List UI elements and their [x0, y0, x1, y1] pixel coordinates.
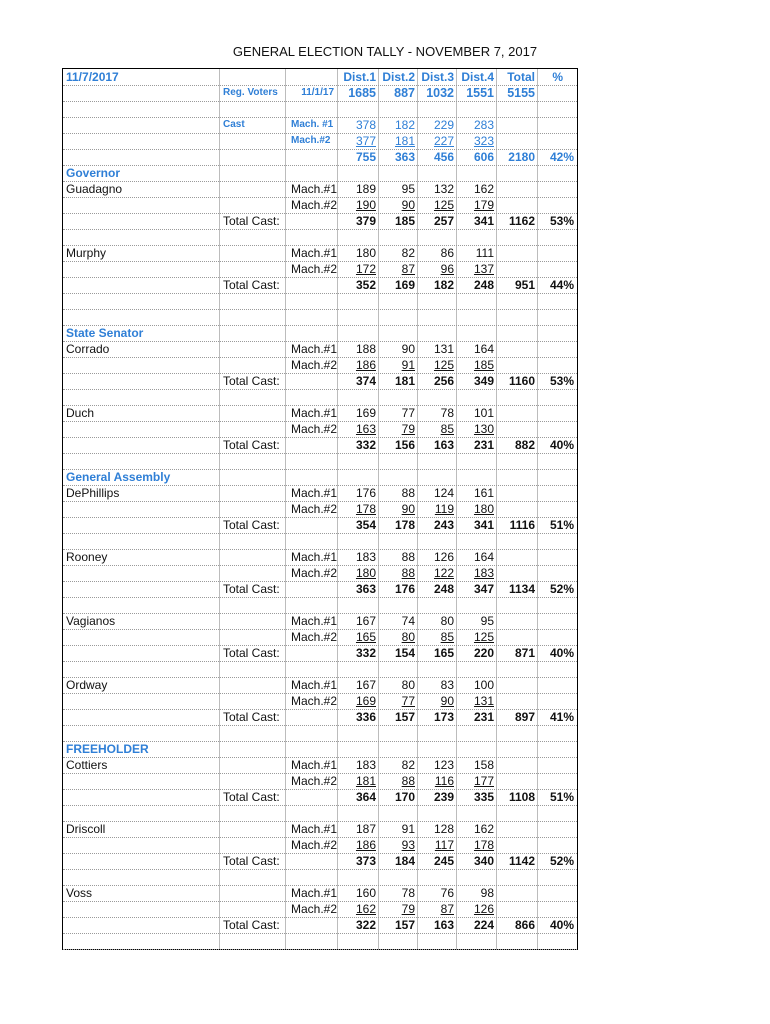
- mach2-label: Mach.#2: [291, 135, 331, 146]
- mach1-label: Mach.#1: [291, 182, 338, 196]
- vote-count: 180: [355, 246, 376, 260]
- total-count: 245: [433, 854, 454, 868]
- cast-value: 227: [433, 134, 454, 148]
- vote-count: 164: [473, 550, 494, 564]
- mach1-label: Mach.#1: [291, 406, 338, 420]
- vote-count: 186: [355, 358, 376, 372]
- vote-count: 181: [355, 774, 376, 788]
- candidate-total-row: [63, 437, 577, 453]
- total-count: 181: [394, 374, 415, 388]
- grand-total: 1108: [508, 790, 535, 804]
- section-title: General Assembly: [66, 470, 171, 484]
- total-count: 379: [355, 214, 376, 228]
- vote-count: 101: [473, 406, 494, 420]
- total-count: 341: [473, 214, 494, 228]
- total-count: 364: [355, 790, 376, 804]
- vote-count: 169: [355, 406, 376, 420]
- candidate-total-row: [63, 853, 577, 869]
- candidate-mach2-row: [63, 901, 577, 917]
- vote-count: 82: [401, 758, 415, 772]
- total-count: 224: [473, 918, 494, 932]
- section-header-row: [63, 469, 577, 485]
- vote-count: 88: [401, 774, 415, 788]
- vote-count: 164: [473, 342, 494, 356]
- reg-voters-label: Reg. Voters: [223, 87, 278, 98]
- total-count: 231: [473, 710, 494, 724]
- vote-count: 90: [401, 502, 415, 516]
- candidate-name: DePhillips: [66, 486, 120, 500]
- percent: 51%: [549, 518, 574, 532]
- cast-value: 229: [433, 118, 454, 132]
- grand-total: 1116: [509, 518, 535, 532]
- vote-count: 77: [401, 694, 415, 708]
- vote-count: 189: [355, 182, 376, 196]
- candidate-mach2-row: [63, 261, 577, 277]
- candidate-mach2-row: [63, 773, 577, 789]
- grand-total: 866: [514, 918, 535, 932]
- vote-count: 93: [401, 838, 415, 852]
- candidate-name: Corrado: [66, 342, 110, 356]
- vote-count: 185: [473, 358, 494, 372]
- total-count: 157: [394, 710, 415, 724]
- candidate-name: Cottiers: [66, 758, 108, 772]
- vote-count: 125: [433, 198, 454, 212]
- cast-label: Cast: [223, 119, 245, 130]
- cast-total: 2180: [508, 150, 535, 164]
- vote-count: 119: [434, 502, 454, 516]
- candidate-mach2-row: [63, 501, 577, 517]
- vote-count: 78: [401, 886, 415, 900]
- column-header: Dist.1: [343, 70, 376, 84]
- vote-count: 176: [355, 486, 376, 500]
- total-count: 373: [355, 854, 376, 868]
- vote-count: 100: [473, 678, 494, 692]
- reg-date: 11/1/17: [301, 87, 334, 98]
- vote-count: 183: [473, 566, 494, 580]
- vote-count: 87: [440, 902, 454, 916]
- column-header: Dist.4: [461, 70, 494, 84]
- candidate-name: Ordway: [66, 678, 108, 692]
- total-count: 239: [433, 790, 454, 804]
- total-count: 257: [433, 214, 454, 228]
- vote-count: 122: [433, 566, 454, 580]
- candidate-total-row: [63, 645, 577, 661]
- candidate-mach2-row: [63, 629, 577, 645]
- total-count: 185: [394, 214, 415, 228]
- grand-total: 871: [514, 646, 535, 660]
- percent: 40%: [549, 646, 574, 660]
- vote-count: 178: [473, 838, 494, 852]
- vote-count: 188: [355, 342, 376, 356]
- mach2-label: Mach.#2: [291, 838, 338, 852]
- grand-total: 1134: [508, 582, 535, 596]
- mach2-label: Mach.#2: [291, 422, 338, 436]
- vote-count: 91: [401, 358, 415, 372]
- cast-value: 182: [394, 118, 415, 132]
- candidate-mach1-row: [63, 405, 577, 421]
- vote-count: 137: [473, 262, 494, 276]
- total-count: 165: [433, 646, 454, 660]
- vote-count: 80: [440, 614, 454, 628]
- vote-count: 78: [440, 406, 454, 420]
- total-count: 363: [355, 582, 376, 596]
- total-count: 163: [433, 438, 454, 452]
- total-count: 231: [473, 438, 494, 452]
- vote-count: 125: [473, 630, 494, 644]
- blank-row: [63, 101, 577, 117]
- cast-mach2-row: [63, 133, 577, 149]
- blank-row: [63, 805, 577, 821]
- cast-total: 42%: [549, 150, 574, 164]
- blank-row: [63, 293, 577, 309]
- total-cast-label: Total Cast:: [223, 438, 280, 452]
- mach1-label: Mach.#1: [291, 758, 338, 772]
- vote-count: 87: [401, 262, 415, 276]
- vote-count: 85: [440, 630, 454, 644]
- candidate-mach1-row: [63, 677, 577, 693]
- vote-count: 124: [433, 486, 454, 500]
- mach2-label: Mach.#2: [291, 198, 338, 212]
- vote-count: 179: [473, 198, 494, 212]
- percent: 52%: [549, 582, 574, 596]
- candidate-mach1-row: [63, 821, 577, 837]
- candidate-total-row: [63, 517, 577, 533]
- total-count: 349: [473, 374, 494, 388]
- total-count: 248: [433, 582, 454, 596]
- section-title: Governor: [66, 166, 121, 180]
- percent: 44%: [549, 278, 574, 292]
- vote-count: 91: [401, 822, 415, 836]
- candidate-total-row: [63, 581, 577, 597]
- vote-count: 117: [434, 838, 454, 852]
- candidate-mach1-row: [63, 549, 577, 565]
- cast-total: 755: [355, 150, 376, 164]
- vote-count: 88: [401, 486, 415, 500]
- percent: 40%: [549, 438, 574, 452]
- section-header-row: [63, 165, 577, 181]
- column-header: Dist.2: [382, 70, 415, 84]
- vote-count: 116: [434, 774, 454, 788]
- tally-sheet: [62, 68, 578, 950]
- total-cast-label: Total Cast:: [223, 278, 280, 292]
- candidate-total-row: [63, 373, 577, 389]
- total-count: 178: [394, 518, 415, 532]
- vote-count: 187: [355, 822, 376, 836]
- total-count: 169: [394, 278, 415, 292]
- total-count: 322: [355, 918, 376, 932]
- cast-total-row: [63, 149, 577, 165]
- cast-total: 363: [394, 150, 415, 164]
- vote-count: 95: [401, 182, 415, 196]
- vote-count: 90: [401, 198, 415, 212]
- total-count: 182: [433, 278, 454, 292]
- page-title: GENERAL ELECTION TALLY - NOVEMBER 7, 2017: [232, 44, 538, 59]
- vote-count: 183: [355, 758, 376, 772]
- candidate-total-row: [63, 277, 577, 293]
- vote-count: 167: [355, 678, 376, 692]
- vote-count: 131: [433, 342, 454, 356]
- vote-count: 190: [355, 198, 376, 212]
- total-cast-label: Total Cast:: [223, 646, 280, 660]
- grand-total: 1162: [508, 214, 535, 228]
- percent: 53%: [549, 214, 574, 228]
- vote-count: 186: [355, 838, 376, 852]
- total-cast-label: Total Cast:: [223, 582, 280, 596]
- vote-count: 77: [401, 406, 415, 420]
- total-count: 154: [394, 646, 415, 660]
- candidate-mach1-row: [63, 757, 577, 773]
- total-count: 173: [433, 710, 454, 724]
- mach1-label: Mach.#1: [291, 886, 338, 900]
- candidate-mach2-row: [63, 197, 577, 213]
- blank-row: [63, 309, 577, 325]
- candidate-mach2-row: [63, 837, 577, 853]
- candidate-mach2-row: [63, 565, 577, 581]
- date-label: 11/7/2017: [66, 70, 119, 84]
- vote-count: 162: [473, 182, 494, 196]
- total-count: 184: [394, 854, 415, 868]
- vote-count: 82: [401, 246, 415, 260]
- total-cast-label: Total Cast:: [223, 854, 280, 868]
- total-count: 354: [355, 518, 376, 532]
- vote-count: 160: [355, 886, 376, 900]
- vote-count: 79: [401, 902, 415, 916]
- total-count: 374: [355, 374, 376, 388]
- blank-row: [63, 661, 577, 677]
- vote-count: 126: [473, 902, 494, 916]
- cast-value: 323: [473, 134, 494, 148]
- total-cast-label: Total Cast:: [223, 918, 280, 932]
- candidate-total-row: [63, 789, 577, 805]
- percent: 40%: [549, 918, 574, 932]
- cast-value: 283: [473, 118, 494, 132]
- section-title: State Senator: [66, 326, 144, 340]
- vote-count: 130: [473, 422, 494, 436]
- total-count: 170: [394, 790, 415, 804]
- vote-count: 131: [473, 694, 494, 708]
- total-count: 156: [394, 438, 415, 452]
- total-count: 176: [394, 582, 415, 596]
- vote-count: 80: [401, 630, 415, 644]
- section-header-row: [63, 325, 577, 341]
- candidate-total-row: [63, 709, 577, 725]
- mach1-label: Mach.#1: [291, 342, 338, 356]
- vote-count: 128: [433, 822, 454, 836]
- reg-voters-value: 1551: [466, 86, 494, 100]
- vote-count: 183: [355, 550, 376, 564]
- mach2-label: Mach.#2: [291, 262, 338, 276]
- mach2-label: Mach.#2: [291, 566, 338, 580]
- candidate-mach1-row: [63, 885, 577, 901]
- vote-count: 96: [440, 262, 454, 276]
- mach1-label: Mach.#1: [291, 246, 338, 260]
- blank-row: [63, 389, 577, 405]
- vote-count: 165: [355, 630, 376, 644]
- column-header: Dist.3: [421, 70, 454, 84]
- vote-count: 125: [433, 358, 454, 372]
- vote-count: 167: [355, 614, 376, 628]
- candidate-name: Rooney: [66, 550, 108, 564]
- mach2-label: Mach.#2: [291, 630, 338, 644]
- grand-total: 951: [514, 278, 535, 292]
- column-header: %: [552, 70, 563, 84]
- mach2-label: Mach.#2: [291, 358, 338, 372]
- candidate-mach2-row: [63, 693, 577, 709]
- mach1-label: Mach.#1: [291, 486, 338, 500]
- blank-row: [63, 453, 577, 469]
- vote-count: 90: [401, 342, 415, 356]
- vote-count: 86: [440, 246, 454, 260]
- candidate-mach2-row: [63, 357, 577, 373]
- cast-total: 606: [473, 150, 494, 164]
- mach1-label: Mach.#1: [291, 614, 338, 628]
- vote-count: 88: [401, 566, 415, 580]
- grand-total: 1142: [508, 854, 535, 868]
- vote-count: 126: [433, 550, 454, 564]
- vote-count: 98: [480, 886, 494, 900]
- total-count: 347: [473, 582, 494, 596]
- candidate-total-row: [63, 213, 577, 229]
- candidate-total-row: [63, 917, 577, 933]
- mach2-label: Mach.#2: [291, 502, 338, 516]
- mach2-label: Mach.#2: [291, 774, 338, 788]
- percent: 41%: [549, 710, 574, 724]
- reg-voters-value: 5155: [507, 86, 535, 100]
- vote-count: 162: [355, 902, 376, 916]
- blank-row: [63, 933, 577, 949]
- percent: 51%: [549, 790, 574, 804]
- grand-total: 1160: [508, 374, 535, 388]
- vote-count: 76: [440, 886, 454, 900]
- vote-count: 95: [480, 614, 494, 628]
- candidate-mach1-row: [63, 245, 577, 261]
- vote-count: 88: [401, 550, 415, 564]
- total-count: 352: [355, 278, 376, 292]
- total-count: 243: [433, 518, 454, 532]
- candidate-name: Voss: [66, 886, 93, 900]
- vote-count: 177: [473, 774, 494, 788]
- candidate-mach1-row: [63, 181, 577, 197]
- candidate-mach1-row: [63, 485, 577, 501]
- reg-voters-value: 1032: [426, 86, 454, 100]
- blank-row: [63, 229, 577, 245]
- section-title: FREEHOLDER: [66, 742, 149, 756]
- vote-count: 111: [475, 246, 494, 260]
- vote-count: 161: [473, 486, 494, 500]
- mach2-label: Mach.#2: [291, 694, 338, 708]
- total-count: 335: [473, 790, 494, 804]
- vote-count: 180: [473, 502, 494, 516]
- cast-value: 181: [394, 134, 415, 148]
- vote-count: 83: [440, 678, 454, 692]
- vote-count: 80: [401, 678, 415, 692]
- cast-total: 456: [433, 150, 454, 164]
- vote-count: 169: [355, 694, 376, 708]
- grand-total: 897: [514, 710, 535, 724]
- candidate-name: Duch: [66, 406, 95, 420]
- total-count: 332: [355, 646, 376, 660]
- candidate-mach1-row: [63, 613, 577, 629]
- mach1-label: Mach.#1: [291, 822, 338, 836]
- total-count: 256: [433, 374, 454, 388]
- blank-row: [63, 597, 577, 613]
- total-count: 157: [394, 918, 415, 932]
- total-count: 248: [473, 278, 494, 292]
- vote-count: 123: [433, 758, 454, 772]
- vote-count: 178: [355, 502, 376, 516]
- total-cast-label: Total Cast:: [223, 374, 280, 388]
- reg-voters-row: [63, 85, 577, 101]
- candidate-name: Driscoll: [66, 822, 106, 836]
- total-cast-label: Total Cast:: [223, 518, 280, 532]
- total-cast-label: Total Cast:: [223, 790, 280, 804]
- candidate-name: Guadagno: [66, 182, 123, 196]
- vote-count: 180: [355, 566, 376, 580]
- cast-mach1-row: [63, 117, 577, 133]
- candidate-mach2-row: [63, 421, 577, 437]
- vote-count: 163: [355, 422, 376, 436]
- grand-total: 882: [514, 438, 535, 452]
- cast-value: 378: [355, 118, 376, 132]
- vote-count: 162: [473, 822, 494, 836]
- header-row: [63, 69, 577, 85]
- total-count: 336: [355, 710, 376, 724]
- vote-count: 74: [401, 614, 415, 628]
- total-count: 341: [473, 518, 494, 532]
- mach1-label: Mach.#1: [291, 678, 338, 692]
- mach1-label: Mach.#1: [291, 550, 338, 564]
- percent: 52%: [549, 854, 574, 868]
- total-cast-label: Total Cast:: [223, 214, 280, 228]
- blank-row: [63, 869, 577, 885]
- total-count: 340: [473, 854, 494, 868]
- blank-row: [63, 533, 577, 549]
- total-cast-label: Total Cast:: [223, 710, 280, 724]
- mach2-label: Mach.#2: [291, 902, 338, 916]
- mach1-label: Mach. #1: [291, 119, 334, 130]
- column-header: Total: [507, 70, 535, 84]
- total-count: 163: [433, 918, 454, 932]
- vote-count: 158: [473, 758, 494, 772]
- vote-count: 90: [440, 694, 454, 708]
- percent: 53%: [549, 374, 574, 388]
- reg-voters-value: 1685: [348, 86, 376, 100]
- candidate-name: Vagianos: [66, 614, 116, 628]
- vote-count: 85: [440, 422, 454, 436]
- candidate-name: Murphy: [66, 246, 107, 260]
- blank-row: [63, 725, 577, 741]
- candidate-mach1-row: [63, 341, 577, 357]
- total-count: 220: [473, 646, 494, 660]
- cast-value: 377: [355, 134, 376, 148]
- section-header-row: [63, 741, 577, 757]
- vote-count: 79: [401, 422, 415, 436]
- total-count: 332: [355, 438, 376, 452]
- reg-voters-value: 887: [394, 86, 415, 100]
- vote-count: 132: [433, 182, 454, 196]
- vote-count: 172: [355, 262, 376, 276]
